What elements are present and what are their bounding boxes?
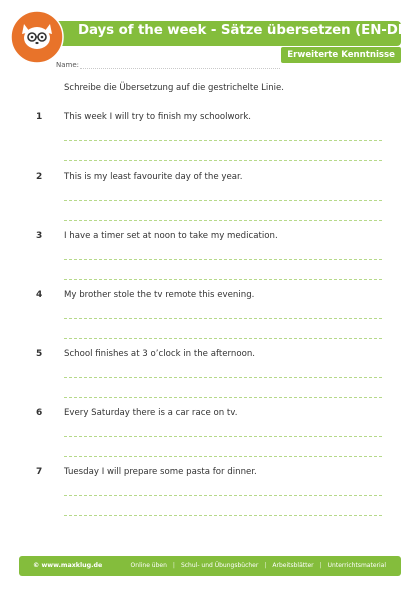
exercise-item-5 [0, 349, 420, 409]
footer-separator: | [319, 562, 322, 569]
name-field-line[interactable] [80, 68, 280, 69]
footer-link-schulbuecher[interactable]: Schul- und Übungsbücher [180, 562, 259, 569]
answer-line-1a[interactable] [64, 140, 382, 141]
page-title: Days of the week - Sätze übersetzen (EN-DE) [78, 23, 413, 38]
answer-line-2a[interactable] [64, 200, 382, 201]
answer-line-3a[interactable] [64, 259, 382, 260]
instruction-text: Schreibe die Übersetzung auf die gestrichelte Linie. [64, 83, 284, 93]
exercise-item-1 [0, 112, 420, 172]
answer-line-6a[interactable] [64, 436, 382, 437]
level-badge: Erweiterte Kenntnisse [281, 47, 401, 63]
footer-site-link[interactable]: © www.maxklug.de [33, 562, 103, 569]
item-number: 4 [36, 290, 43, 300]
item-number: 1 [36, 112, 43, 122]
answer-line-1b[interactable] [64, 160, 382, 161]
answer-line-2b[interactable] [64, 220, 382, 221]
answer-line-4a[interactable] [64, 318, 382, 319]
item-sentence: School finishes at 3 o’clock in the afternoon. [64, 349, 256, 359]
footer-links [128, 562, 389, 569]
footer-separator: | [264, 562, 267, 569]
answer-line-4b[interactable] [64, 338, 382, 339]
exercise-item-7 [0, 467, 420, 527]
footer-bar [19, 556, 401, 576]
name-label: Name: [56, 61, 80, 69]
answer-line-5a[interactable] [64, 377, 382, 378]
answer-line-7a[interactable] [64, 495, 382, 496]
item-number: 6 [36, 408, 43, 418]
item-sentence: Every Saturday there is a car race on tv. [64, 408, 238, 418]
item-sentence: My brother stole the tv remote this evening. [64, 290, 255, 300]
item-number: 2 [36, 172, 43, 182]
exercise-item-4 [0, 290, 420, 350]
maxklug-logo-icon [10, 10, 64, 64]
item-number: 7 [36, 467, 43, 477]
answer-line-7b[interactable] [64, 515, 382, 516]
item-number: 3 [36, 231, 43, 241]
answer-line-3b[interactable] [64, 279, 382, 280]
item-sentence: This week I will try to finish my schoolwork. [64, 112, 252, 122]
answer-line-5b[interactable] [64, 397, 382, 398]
exercise-item-6 [0, 408, 420, 468]
item-sentence: Tuesday I will prepare some pasta for dinner. [64, 467, 257, 477]
item-sentence: This is my least favourite day of the year. [64, 172, 243, 182]
footer-link-online-ueben[interactable]: Online üben [130, 562, 167, 569]
footer-link-arbeitsblaetter[interactable]: Arbeitsblätter [272, 562, 314, 569]
exercise-item-2 [0, 172, 420, 232]
answer-line-6b[interactable] [64, 456, 382, 457]
exercise-item-3 [0, 231, 420, 291]
footer-link-unterrichtsmaterial[interactable]: Unterrichtsmaterial [327, 562, 386, 569]
item-sentence: I have a timer set at noon to take my medication. [64, 231, 278, 241]
item-number: 5 [36, 349, 43, 359]
footer-separator: | [172, 562, 175, 569]
